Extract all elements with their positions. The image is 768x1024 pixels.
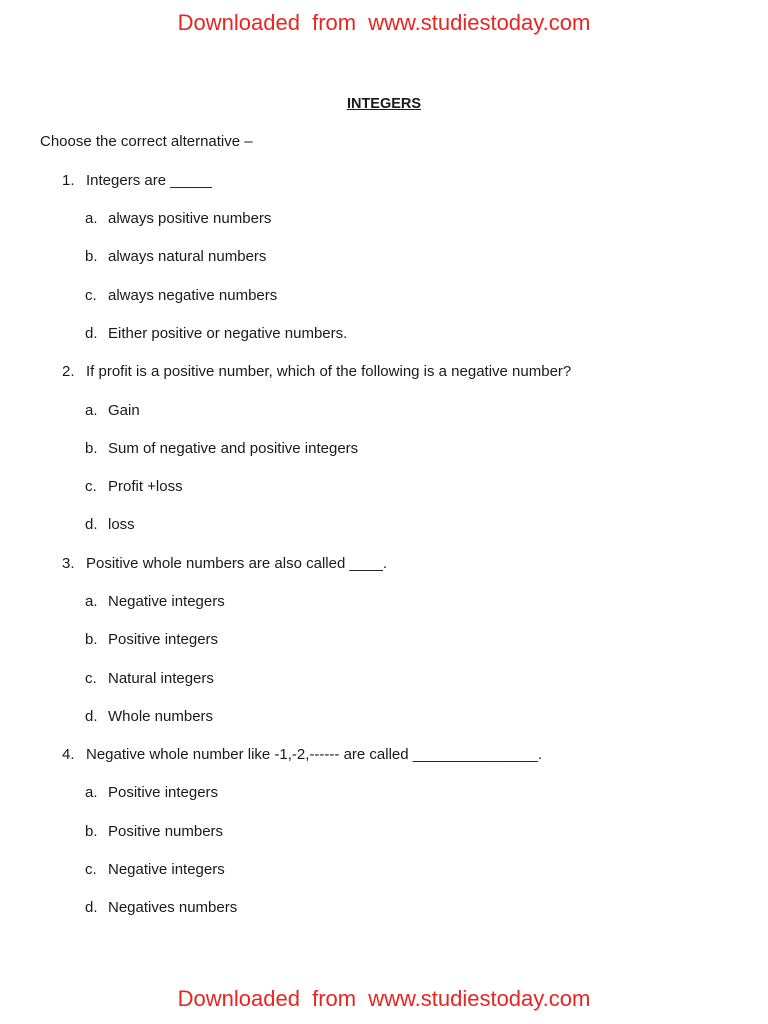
option-text: Positive integers: [108, 631, 219, 649]
option-4a: [0, 784, 768, 822]
option-letter: d.: [85, 325, 98, 343]
option-text: Positive numbers: [108, 822, 224, 840]
option-letter: a.: [85, 784, 98, 802]
question-text: Positive whole numbers are also called ____.: [86, 554, 388, 572]
option-3c: [0, 670, 768, 708]
option-1c: [0, 287, 768, 325]
question-number: 2.: [62, 363, 75, 381]
option-2c: [0, 478, 768, 516]
question-1: [0, 172, 768, 210]
option-1d: [0, 325, 768, 363]
option-letter: d.: [85, 899, 98, 917]
option-2d: [0, 516, 768, 554]
question-number: 3.: [62, 554, 75, 572]
option-text: Natural integers: [108, 669, 214, 687]
question-number: 4.: [62, 746, 75, 764]
option-2a: [0, 402, 768, 440]
footer-download-banner: Downloaded from www.studiestoday.com: [177, 986, 591, 1011]
option-letter: d.: [85, 707, 98, 725]
option-3d: [0, 708, 768, 746]
option-letter: a.: [85, 210, 98, 228]
question-block: [0, 555, 768, 746]
instruction-text: Choose the correct alternative –: [40, 133, 253, 150]
option-letter: d.: [85, 516, 98, 534]
question-text: Negative whole number like -1,-2,------ are called _______________.: [86, 746, 543, 764]
option-text: loss: [108, 516, 135, 534]
option-text: Sum of negative and positive integers: [108, 439, 359, 457]
question-number: 1.: [62, 172, 75, 189]
option-1b: [0, 248, 768, 286]
question-block: [0, 172, 768, 363]
option-letter: b.: [85, 439, 98, 457]
option-4d: [0, 899, 768, 937]
option-4b: [0, 823, 768, 861]
question-3: [0, 555, 768, 593]
option-letter: a.: [85, 592, 98, 610]
option-letter: c.: [85, 286, 97, 304]
option-letter: b.: [85, 248, 98, 266]
option-text: Negative integers: [108, 860, 225, 878]
option-4c: [0, 861, 768, 899]
option-text: always natural numbers: [108, 248, 267, 266]
question-2: [0, 363, 768, 401]
option-text: Whole numbers: [108, 707, 214, 725]
option-2b: [0, 440, 768, 478]
page-title: INTEGERS: [346, 96, 422, 112]
option-letter: c.: [85, 669, 97, 687]
option-text: Either positive or negative numbers.: [108, 325, 348, 343]
option-letter: b.: [85, 822, 98, 840]
question-block: [0, 363, 768, 554]
option-text: Positive integers: [108, 784, 219, 802]
option-text: Negatives numbers: [108, 899, 238, 917]
option-letter: b.: [85, 631, 98, 649]
question-block: [0, 746, 768, 937]
option-text: Profit +loss: [108, 478, 183, 496]
option-text: Gain: [108, 401, 140, 419]
option-1a: [0, 210, 768, 248]
question-list: [0, 172, 768, 938]
option-3a: [0, 593, 768, 631]
option-letter: c.: [85, 860, 97, 878]
question-4: [0, 746, 768, 784]
option-text: always negative numbers: [108, 286, 278, 304]
option-letter: c.: [85, 478, 97, 496]
option-text: always positive numbers: [108, 210, 272, 228]
question-text: Integers are _____: [86, 172, 212, 189]
option-letter: a.: [85, 401, 98, 419]
option-3b: [0, 631, 768, 669]
question-text: If profit is a positive number, which of the following is a negative number?: [86, 363, 572, 381]
option-text: Negative integers: [108, 592, 225, 610]
header-download-banner: Downloaded from www.studiestoday.com: [177, 10, 591, 35]
